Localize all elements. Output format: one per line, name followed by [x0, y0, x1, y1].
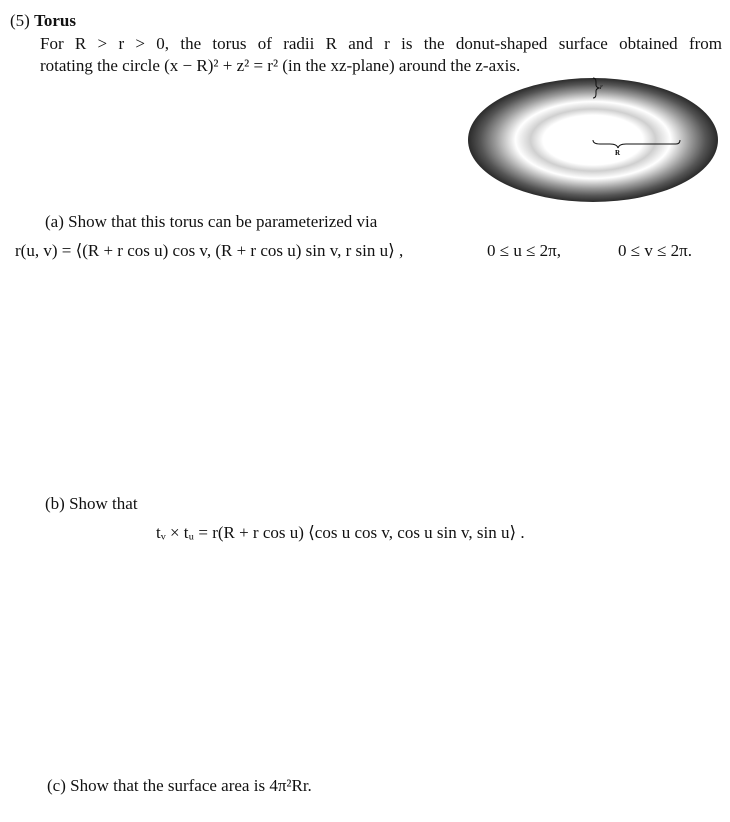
problem-intro	[40, 33, 722, 77]
part-a-condition-u: 0 ≤ u ≤ 2π,	[487, 241, 561, 260]
intro-line-2: rotating the circle (x − R)² + z² = r² (in the xz-plane) around the z-axis.	[40, 56, 521, 75]
problem-title: Torus	[34, 11, 76, 30]
torus-figure	[466, 74, 722, 211]
part-c-prompt: (c) Show that the surface area is 4π²Rr.	[47, 776, 312, 795]
label-r: r	[600, 83, 603, 91]
part-a-equation-row	[15, 241, 692, 261]
problem-number: (5)	[10, 11, 30, 30]
torus-svg	[466, 74, 722, 206]
intro-line-1: For R > r > 0, the torus of radii R and r is the donut-shaped surface obtained from	[40, 34, 722, 53]
part-b-prompt: (b) Show that	[45, 494, 138, 513]
part-b-equation: tᵥ × tᵤ = r(R + r cos u) ⟨cos u cos v, cos u sin v, sin u⟩ .	[156, 523, 525, 542]
part-a-prompt: (a) Show that this torus can be parameterized via	[45, 212, 378, 231]
part-a-condition-v: 0 ≤ v ≤ 2π.	[618, 241, 692, 260]
part-a-equation: r(u, v) = ⟨(R + r cos u) cos v, (R + r cos u) sin v, r sin u⟩ ,	[15, 241, 404, 260]
label-R: R	[615, 149, 621, 157]
problem-heading	[10, 11, 76, 31]
